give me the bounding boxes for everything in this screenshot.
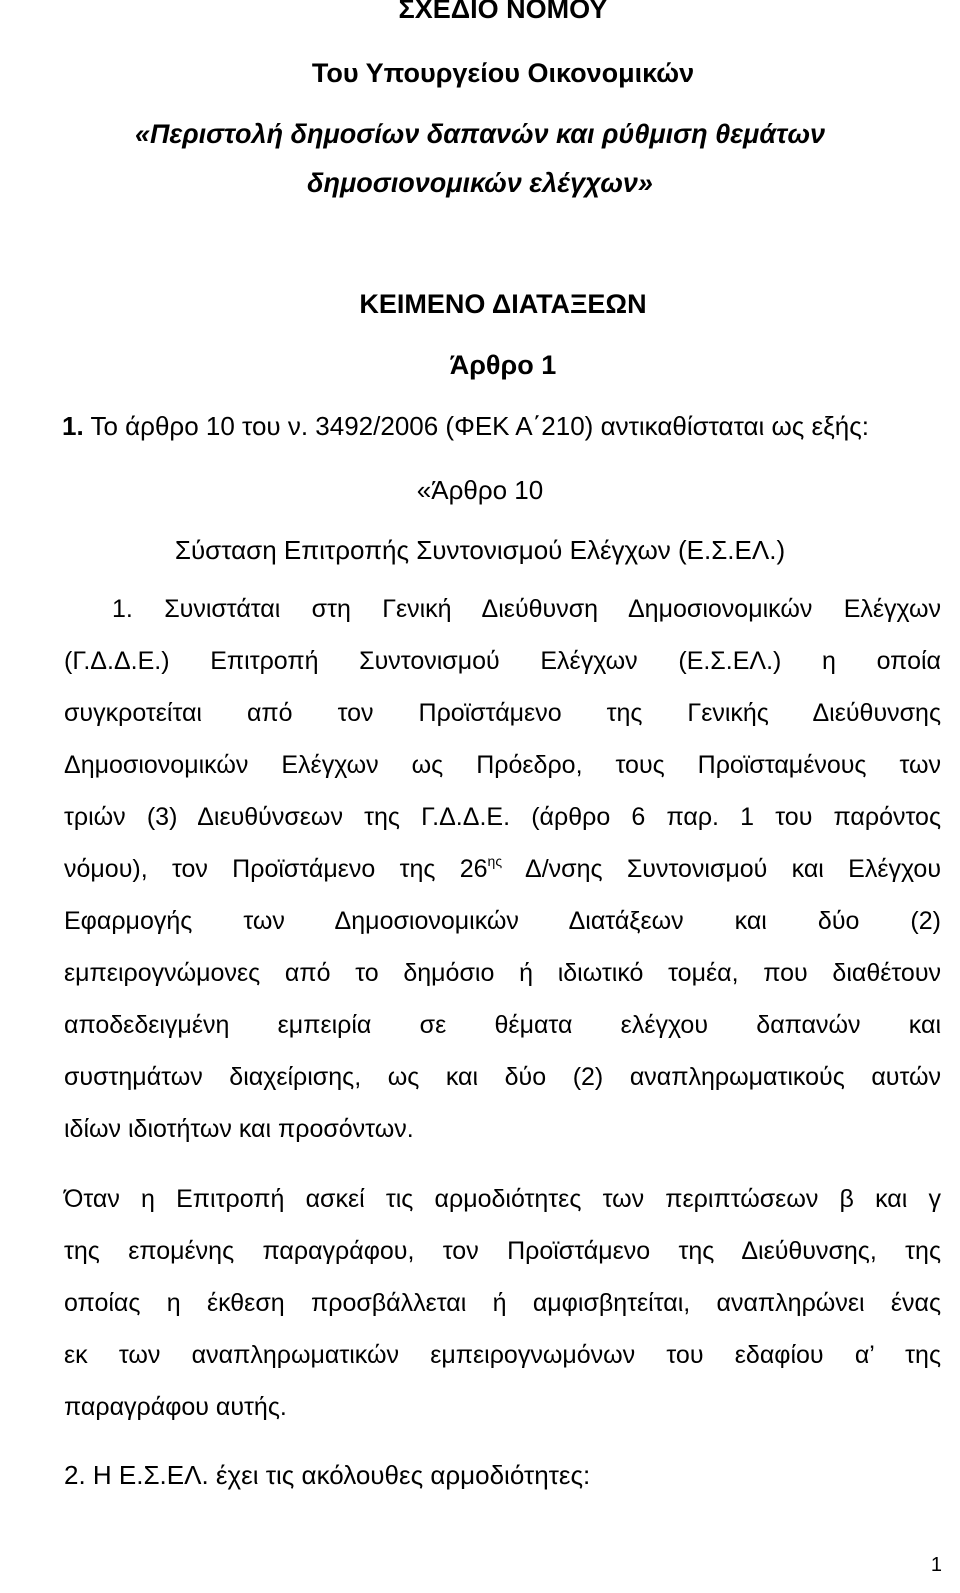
paragraph-1-line-6-start: νόμου), τον Προϊστάμενο της 26 xyxy=(64,855,488,883)
paragraph-1-line-6-end: Δ/νσης Συντονισμού και Ελέγχου xyxy=(502,855,942,883)
paragraph-1-line: συστημάτων διαχείρισης, ως και δύο (2) αναπληρωματικούς αυτών xyxy=(64,1063,941,1091)
paragraph-1-line: (Γ.Δ.Δ.Ε.) Επιτροπή Συντονισμού Ελέγχων (Ε.Σ.ΕΛ.) η οποία xyxy=(64,647,941,675)
quoted-article-title: Σύσταση Επιτροπής Συντονισμού Ελέγχων (Ε.Σ.ΕΛ.) xyxy=(174,535,786,565)
paragraph-1-line xyxy=(64,853,942,883)
document-type-heading: ΣΧΕΔΙΟ ΝΟΜΟΥ xyxy=(398,0,608,24)
intro-line xyxy=(62,413,869,439)
ordinal-suffix: ης xyxy=(487,853,503,869)
article-heading: Άρθρο 1 xyxy=(449,350,557,380)
bill-title-line-2: δημοσιονομικών ελέγχων» xyxy=(307,168,653,198)
page-number: 1 xyxy=(930,1554,942,1576)
bill-title-line-1: «Περιστολή δημοσίων δαπανών και ρύθμιση θεμάτων xyxy=(134,119,826,149)
paragraph-2-line: Όταν η Επιτροπή ασκεί τις αρμοδιότητες των περιπτώσεων β και γ xyxy=(64,1185,941,1213)
paragraph-1-line: τριών (3) Διευθύνσεων της Γ.Δ.Δ.Ε. (άρθρο 6 παρ. 1 του παρόντος xyxy=(64,803,941,831)
intro-number: 1. xyxy=(62,411,84,441)
intro-text: Το άρθρο 10 του ν. 3492/2006 (ΦΕΚ Α΄210) αντικαθίσταται ως εξής: xyxy=(83,411,870,441)
paragraph-1-line: αποδεδειγμένη εμπειρία σε θέματα ελέγχου δαπανών και xyxy=(64,1011,941,1039)
paragraph-3: 2. Η Ε.Σ.ΕΛ. έχει τις ακόλουθες αρμοδιότητες: xyxy=(64,1460,591,1490)
paragraph-1-line: Εφαρμογής των Δημοσιονομικών Διατάξεων και δύο (2) xyxy=(64,907,941,935)
section-heading: ΚΕΙΜΕΝΟ ΔΙΑΤΑΞΕΩΝ xyxy=(359,289,647,319)
paragraph-1-line: 1. Συνιστάται στη Γενική Διεύθυνση Δημοσιονομικών Ελέγχων xyxy=(112,595,941,623)
paragraph-1-last-line: ιδίων ιδιοτήτων και προσόντων. xyxy=(64,1115,414,1143)
paragraph-1-line: Δημοσιονομικών Ελέγχων ως Πρόεδρο, τους Προϊσταμένους των xyxy=(64,751,941,779)
paragraph-2-line: οποίας η έκθεση προσβάλλεται ή αμφισβητείται, αναπληρώνει ένας xyxy=(64,1289,941,1317)
quoted-article-heading: «Άρθρο 10 xyxy=(416,475,544,505)
paragraph-1-line: εμπειρογνώμονες από το δημόσιο ή ιδιωτικό τομέα, που διαθέτουν xyxy=(64,959,941,987)
paragraph-1-line: συγκροτείται από τον Προϊστάμενο της Γενικής Διεύθυνσης xyxy=(64,699,941,727)
paragraph-2-last-line: παραγράφου αυτής. xyxy=(64,1393,287,1421)
paragraph-2-line: εκ των αναπληρωματικών εμπειρογνωμόνων του εδαφίου α’ της xyxy=(64,1341,941,1369)
paragraph-2-line: της επομένης παραγράφου, τον Προϊστάμενο της Διεύθυνσης, της xyxy=(64,1237,941,1265)
ministry-heading: Του Υπουργείου Οικονομικών xyxy=(311,58,695,88)
